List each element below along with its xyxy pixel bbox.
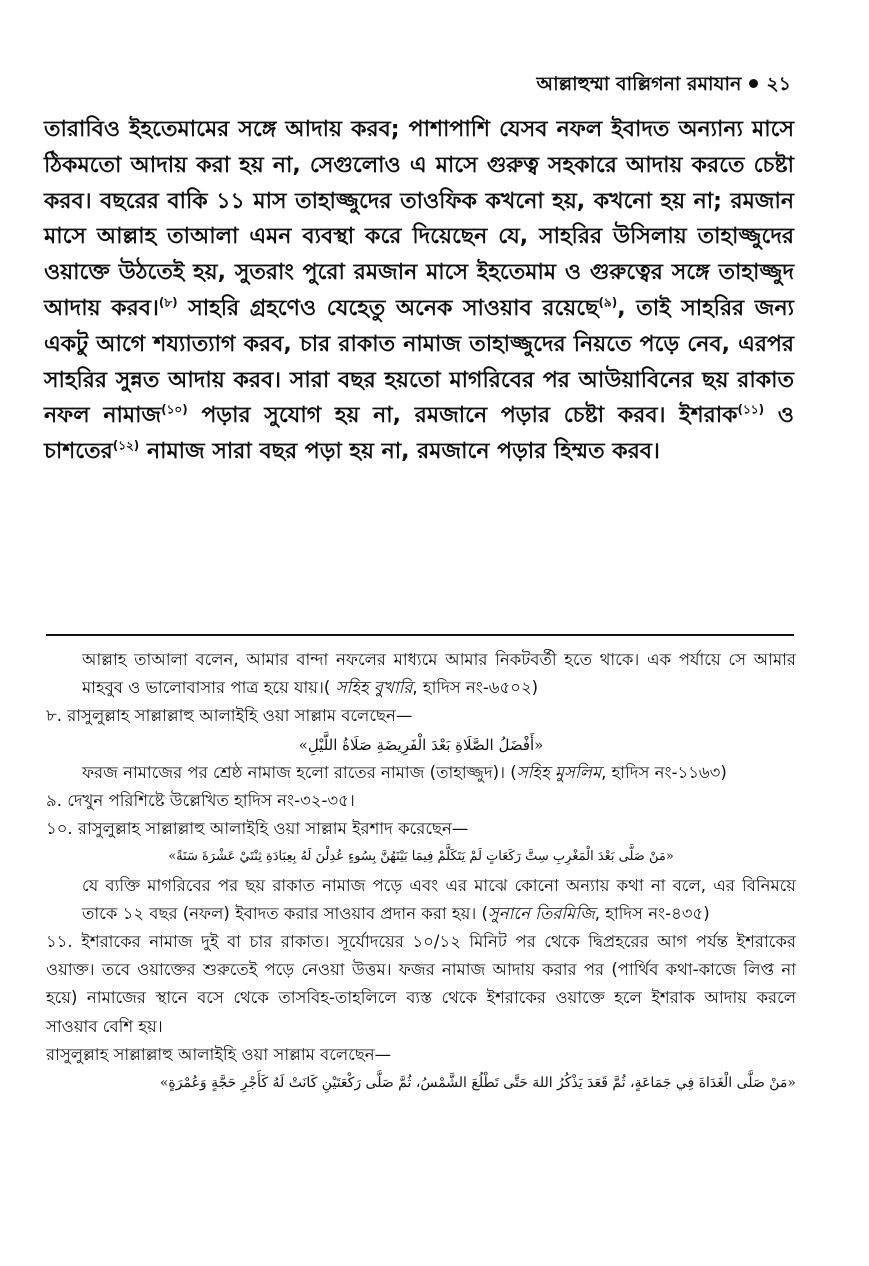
body-text-part-3: , তাই সাহরির জন্য একটু আগে শয্যাত্যাগ করব, চার রাকাত নামাজ তাহাজ্জুদের নিয়তে পড়ে নেব, এরপর সাহরির সুন্নত আদায় করব। সারা বছর হয়তো মাগরিবের পর আউয়াবিনের ছয় রাকাত নফল নামাজ <box>44 295 795 429</box>
footnote-8-arabic: «أَفْضَلُ الصَّلَاةِ بَعْدَ الْفَرِيضَةِ صَلَاةُ اللَّيْلِ» <box>298 735 544 754</box>
footnote-11-heading: রাসুলুল্লাহ সাল্লাল্লাহু আলাইহি ওয়া সাল্লাম বলেছেন— <box>46 1044 392 1064</box>
page-number: ২১ <box>766 73 791 95</box>
body-text-part-5: ও চাশতের <box>44 403 794 465</box>
footnote-9: ৯. দেখুন পরিশিষ্টে উল্লেখিত হাদিস নং-৩২-৩৫। <box>46 791 355 811</box>
body-text-part-1: তারাবিও ইহতেমামের সঙ্গে আদায় করব; পাশাপাশি যেসব নফল ইবাদত অন্যান্য মাসে ঠিকমতো আদায় করা হয় না, সেগুলোও এ মাসে গুরুত্ব সহকারে আদায় করতে চেষ্টা করব। বছরের বাকি ১১ মাস তাহাজ্জুদের তাওফিক কখনো হয়, কখনো হয় না; রমজান মাসে আল্লাহ তাআলা এমন ব্যবস্থা করে দিয়েছেন যে, সাহরির উসিলায় তাহাজ্জুদের ওয়াক্তে উঠতেই হয়, সুতরাং পুরো রমজান মাসে ইহতেমাম ও গুরুত্বের সঙ্গে তাহাজ্জুদ আদায় করব। <box>44 117 794 321</box>
footnote-11-arabic: «مَنْ صَلَّى الْغَدَاةَ فِي جَمَاعَةٍ، ثُمَّ قَعَدَ يَذْكُرُ اللهَ حَتَّى تَطْلُعَ الشَّمْسُ، ثُمَّ صَلَّى رَكْعَتَيْنِ كَانَتْ لَهُ كَأَجْرِ حَجَّةٍ وَعُمْرَةٍ» <box>159 1075 796 1092</box>
source-title: সহিহ বুখারি <box>335 678 413 698</box>
bullet-separator <box>749 79 758 88</box>
footnote-10-translation <box>46 872 796 928</box>
source-title: সহিহ মুসলিম <box>516 762 602 782</box>
footnote-10-arabic: «مَنْ صَلَّى بَعْدَ الْمَغْرِبِ سِتَّ رَكَعَاتٍ لَمْ يَتَكَلَّمْ فِيمَا بَيْنَهُنَّ بِسُوءٍ عُدِلْنَ لَهُ بِعِبَادَةِ ثِنْتَيْ عَشْرَةَ سَنَةً» <box>168 849 674 865</box>
footnote-divider <box>46 634 794 636</box>
footnote-11-text: ১১. ইশরাকের নামাজ দুই বা চার রাকাত। সূর্যোদয়ের ১০/১২ মিনিট পর থেকে দ্বিপ্রহরের আগ পর্যন্ত ইশরাকের ওয়াক্ত। তবে ওয়াক্তের শুরুতেই পড়ে নেওয়া উত্তম। ফজর নামাজ আদায় করার পর (পার্থিব কথা-কাজে লিপ্ত না হয়ে) নামাজের স্থানে বসে থেকে তাসবিহ-তাহলিলে ব্যস্ত থেকে ইশরাকের ওয়াক্তে হলে ইশরাক আদায় করলে সাওয়াব বেশি হয়। <box>46 932 796 1036</box>
footnote-8-heading: ৮. রাসুলুল্লাহ সাল্লাল্লাহু আলাইহি ওয়া সাল্লাম বলেছেন— <box>46 706 413 726</box>
footnote-ref-10: (১০) <box>161 403 188 418</box>
book-title: আল্লাহুম্মা বাল্লিগনা রমাযান <box>536 73 742 95</box>
footnote-8-translation <box>46 759 796 787</box>
footnote-ref-11: (১১) <box>737 403 765 418</box>
footnote-continuation-text: আল্লাহ তাআলা বলেন, আমার বান্দা নফলের মাধ্যমে আমার নিকটবর্তী হতে থাকে। এক পর্যায়ে সে আমার মাহবুব ও ভালোবাসার পাত্র হয়ে যায়।( <box>82 650 796 698</box>
body-text-part-4: পড়ার সুযোগ হয় না, রমজানে পড়ার চেষ্টা করব। ইশরাক <box>187 403 738 429</box>
footnotes-section <box>46 646 796 1097</box>
source-tail: , হাদিস নং-৬৫০২) <box>412 678 539 698</box>
running-header <box>537 70 792 102</box>
source-tail: , হাদিস নং-১১৬৩) <box>601 762 727 782</box>
source-title: সুনানে তিরমিজি <box>487 903 595 923</box>
footnote-continuation <box>46 646 796 702</box>
footnote-10-text: যে ব্যক্তি মাগরিবের পর ছয় রাকাত নামাজ পড়ে এবং এর মাঝে কোনো অন্যায় কথা না বলে, এর বিনিময়ে তাকে ১২ বছর (নফল) ইবাদত করার সাওয়াব প্রদান করা হয়। ( <box>82 875 796 923</box>
body-text-part-2: সাহরি গ্রহণেও যেহেতু অনেক সাওয়াব রয়েছে <box>177 295 599 321</box>
body-text-part-6: নামাজ সারা বছর পড়া হয় না, রমজানে পড়ার হিম্মত করব। <box>139 439 660 465</box>
source-tail: , হাদিস নং-৪৩৫) <box>594 903 710 923</box>
body-paragraph <box>44 112 794 470</box>
footnote-8-text: ফরজ নামাজের পর শ্রেষ্ঠ নামাজ হলো রাতের নামাজ (তাহাজ্জুদ)। ( <box>82 762 517 782</box>
footnote-10-heading: ১০. রাসুলুল্লাহ সাল্লাল্লাহু আলাইহি ওয়া সাল্লাম ইরশাদ করেছেন— <box>46 819 469 839</box>
footnote-ref-8: (৮) <box>158 295 178 310</box>
footnote-ref-9: (৯) <box>598 295 618 310</box>
footnote-ref-12: (১২) <box>112 438 140 453</box>
